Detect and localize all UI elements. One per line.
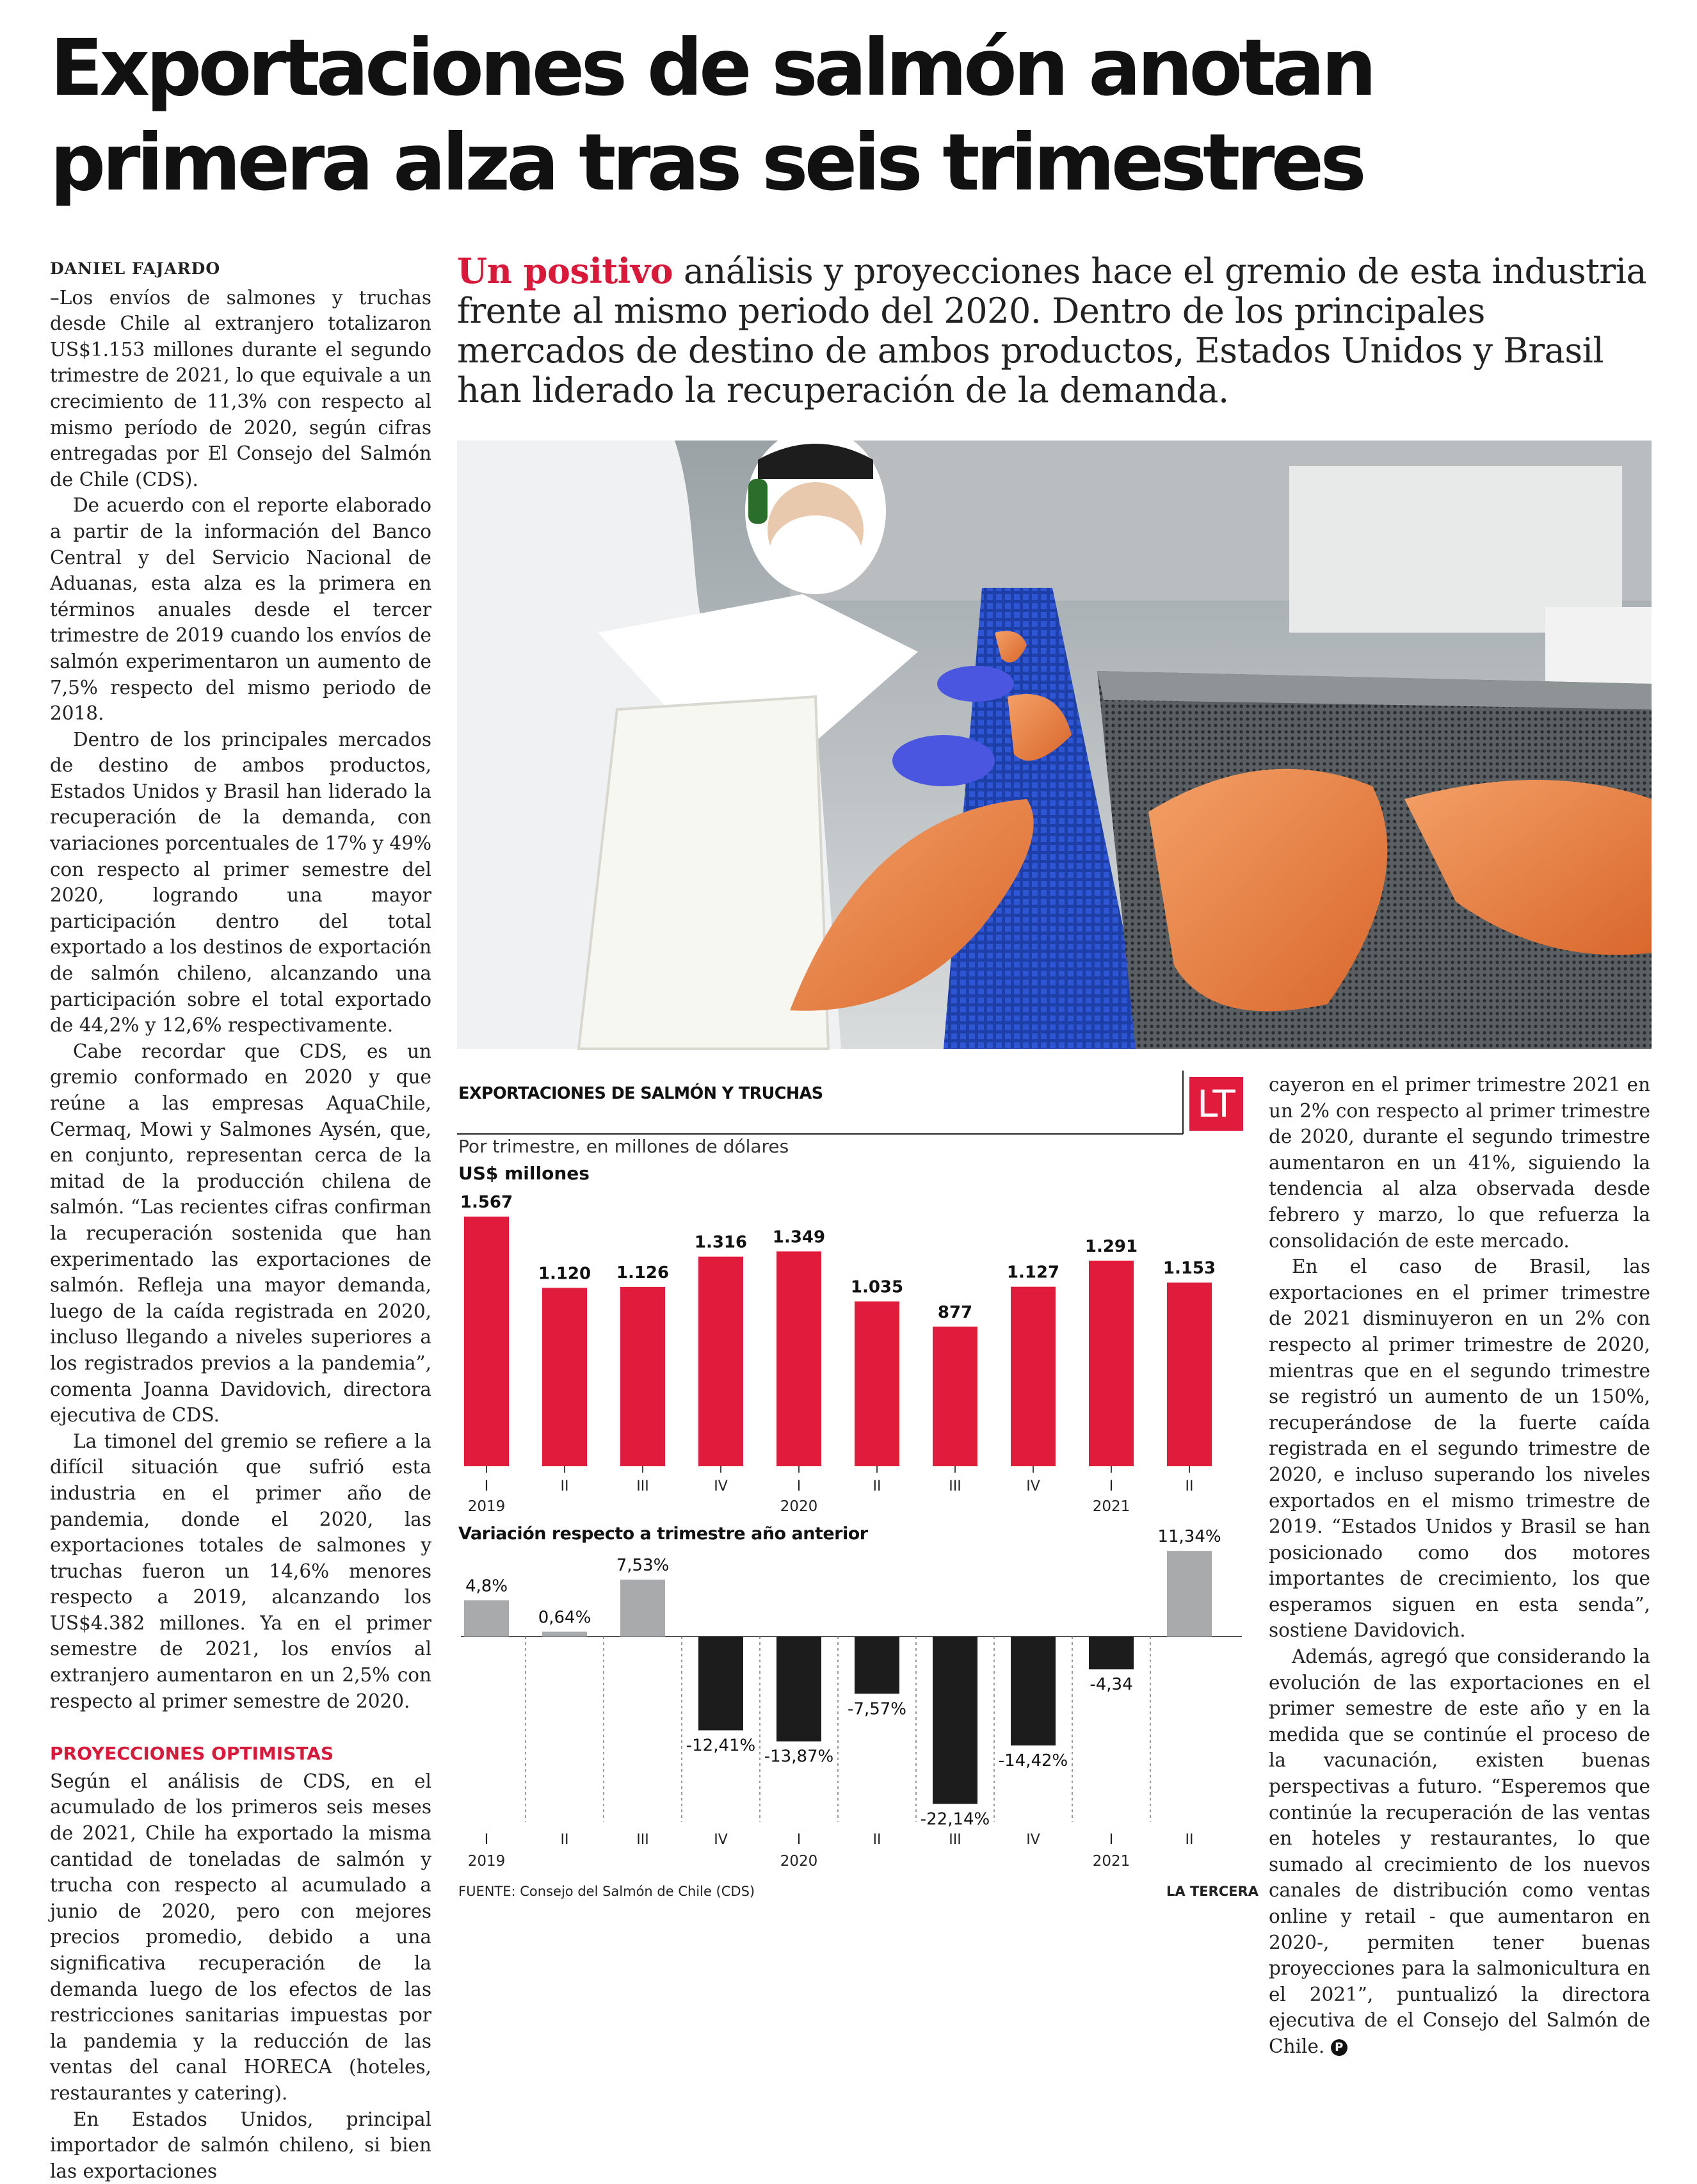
article-deck <box>457 251 1661 410</box>
bar <box>1089 1637 1134 1669</box>
chart-source: FUENTE: Consejo del Salmón de Chile (CDS) <box>458 1884 755 1899</box>
tick-label: IV <box>1026 1832 1040 1848</box>
tick-label: I <box>796 1478 801 1494</box>
data-label: 7,53% <box>616 1556 670 1576</box>
tick-label: III <box>636 1832 649 1848</box>
bar <box>776 1637 821 1742</box>
bar <box>542 1631 587 1637</box>
bar <box>464 1217 509 1466</box>
bar <box>698 1637 743 1730</box>
tick-label: II <box>560 1478 569 1494</box>
tick-label: II <box>1185 1478 1194 1494</box>
year-label: 2020 <box>780 1498 818 1515</box>
bar <box>933 1327 977 1466</box>
year-label: 2021 <box>1092 1498 1130 1515</box>
paragraph: Dentro de los principales mercados de destino de ambos productos, Estados Unidos y Brasil han liderado la recuperación de la demanda, con variaciones porcentuales de 17% y 49% con respecto al primer semestre del 2020, logrando una mayor participación dentro del total exportado a los destinos de exportación de salmón chileno, alcanzando una participación sobre el total exportado de 44,2% y 12,6% respectivamente. <box>50 728 431 1037</box>
byline: DANIEL FAJARDO <box>50 259 221 278</box>
data-label: 877 <box>937 1302 973 1322</box>
article-column-right <box>1269 1072 1650 2060</box>
data-label: 1.126 <box>616 1263 670 1282</box>
data-label: 1.291 <box>1084 1236 1138 1256</box>
bar <box>620 1580 665 1637</box>
data-label: 4,8% <box>465 1576 508 1596</box>
paragraph: La timonel del gremio se refiere a la difícil situación que sufrió esta industria en el primer año de pandemia, donde el 2020, las exportaciones totales de salmones y truchas fueron un 14,6% menores respecto a 2019, alcanzando los US$4.382 millones. Ya en el primer semestre de 2021, los envíos al extranjero aumentaron en un 2,5% con respecto al primer semestre de 2020. <box>50 1430 431 1712</box>
paragraph: De acuerdo con el reporte elaborado a partir de la información del Banco Central y del Servicio Nacional de Aduanas, esta alza es la primera en términos anuales desde el tercer trimestre de 2019 cuando los envíos de salmón experimentaron un aumento de 7,5% respecto del mismo periodo de 2018. <box>50 494 431 725</box>
tick-label: III <box>949 1478 961 1494</box>
tick-label: II <box>873 1478 881 1494</box>
chart-unit-label: US$ millones <box>458 1163 590 1184</box>
data-label: 1.120 <box>538 1264 591 1284</box>
bar <box>1089 1261 1134 1466</box>
tick-label: II <box>560 1832 569 1848</box>
headline-line-2: primera alza tras seis trimestres <box>50 117 1363 208</box>
tick-label: I <box>796 1832 801 1848</box>
data-label: 1.567 <box>460 1193 513 1213</box>
chart-title-rule <box>457 1133 1183 1135</box>
paragraph: En el caso de Brasil, las exportaciones en el primer trimestre de 2021 disminuyeron en un 2% con respecto al primer trimestre de 2020, mientras que en el segundo trimestre se registró un aumento de un 150%, recuperándose de la fuerte caída registrada en el segundo trimestre de 2020, e incluso superando los niveles exportados en el mismo trimestre de 2019. “Estados Unidos y Brasil se han posicionado como dos motores importantes de crecimiento, los que esperamos siguen en esta senda”, sostiene Davidovich. <box>1269 1256 1650 1642</box>
data-label: -13,87% <box>764 1747 834 1767</box>
end-of-article-mark: P <box>1331 2039 1347 2056</box>
tick-label: I <box>1109 1478 1114 1494</box>
bar <box>1011 1287 1056 1466</box>
year-label: 2021 <box>1092 1853 1130 1870</box>
tick-label: I <box>484 1832 489 1848</box>
paragraph-text: Además, agregó que considerando la evolución de las exportaciones en el primer semestre de este año y en la medida que se continúe el proceso de la vacunación, existen buenas perspectivas a futuro. “Esperemos que continúe la recuperación de las ventas en hoteles y restaurantes, lo que sumado al crecimiento de los nuevos canales de distribución como ventas online y retail - que aumentaron en 2020-, permiten tener buenas proyecciones para la salmonicultura en el 2021”, puntualizó la directora ejecutiva de el Consejo del Salmón de Chile. <box>1269 1646 1650 2057</box>
tick-label: I <box>484 1478 489 1494</box>
bar <box>855 1302 899 1466</box>
salmon-processing-photo <box>457 441 1652 1049</box>
data-label: -7,57% <box>848 1699 906 1719</box>
data-label: 1.316 <box>694 1233 748 1252</box>
tick-label: II <box>1185 1832 1194 1848</box>
year-label: 2020 <box>780 1853 818 1870</box>
variation-chart-title: Variación respecto a trimestre año anterior <box>458 1524 868 1544</box>
tick-label: I <box>1109 1832 1114 1848</box>
paragraph: En Estados Unidos, principal importador de salmón chileno, si bien las exportaciones <box>50 2108 431 2182</box>
data-label: 11,34% <box>1157 1527 1221 1547</box>
chart-title-rule-vertical <box>1182 1071 1184 1134</box>
data-label: -12,41% <box>686 1736 756 1756</box>
chart-title: EXPORTACIONES DE SALMÓN Y TRUCHAS <box>458 1084 823 1103</box>
data-label: 1.349 <box>772 1227 826 1247</box>
data-label: -4,34 <box>1090 1675 1133 1695</box>
bar <box>620 1287 665 1466</box>
data-label: 1.153 <box>1162 1259 1216 1279</box>
paragraph: cayeron en el primer trimestre 2021 en un 2% con respecto al primer trimestre de 2020, durante el segundo trimestre aumentaron en un 41%, siguiendo la tendencia al alza observada desde febrero y marzo, lo que refuerza la consolidación de este mercado. <box>1269 1074 1650 1252</box>
la-tercera-logo: LT <box>1189 1077 1243 1131</box>
deck-lead: Un positivo <box>457 250 673 291</box>
data-label: -14,42% <box>998 1751 1068 1771</box>
bar <box>542 1288 587 1466</box>
bar <box>933 1637 977 1804</box>
paragraph: –Los envíos de salmones y truchas desde Chile al extranjero totalizaron US$1.153 millones durante el segundo trimestre de 2021, lo que equivale a un crecimiento de 11,3% con respecto al mismo período de 2020, según cifras entregadas por El Consejo del Salmón de Chile (CDS). <box>50 286 431 490</box>
year-label: 2019 <box>467 1498 506 1515</box>
paragraph <box>1269 1644 1650 2060</box>
bar <box>698 1257 743 1466</box>
data-label: 0,64% <box>538 1608 591 1628</box>
year-label: 2019 <box>467 1853 506 1870</box>
paragraph: Según el análisis de CDS, en el acumulado de los primeros seis meses de 2021, Chile ha exportado la misma cantidad de toneladas de salmón y trucha con respecto al acumulado a junio de 2020, pero con mejores precios promedio, debido a una significativa recuperación de la demanda luego de los efectos de las restricciones sanitarias impuestas por la pandemia y la reducción de las ventas del canal HORECA (hoteles, restaurantes y catering). <box>50 1770 431 2104</box>
bar <box>464 1600 509 1637</box>
chart-subtitle: Por trimestre, en millones de dólares <box>458 1136 789 1157</box>
data-label: -22,14% <box>920 1809 990 1829</box>
tick-label: II <box>873 1832 881 1848</box>
exports-bar-chart <box>448 1191 1248 1515</box>
paragraph: Cabe recordar que CDS, es un gremio conformado en 2020 y que reúne a las empresas AquaChile, Cermaq, Mowi y Salmones Aysén, que, en conjunto, representan cerca de la mitad de la producción chilena de salmón. “Las recientes cifras confirman la recuperación sostenida que han experimentado las exportaciones de salmón. Refleja una mayor demanda, luego de la caída registrada en 2020, incluso llegando a niveles superiores a los registrados previos a la pandemia”, comenta Joanna Davidovich, directora ejecutiva de CDS. <box>50 1040 431 1427</box>
bar <box>1167 1282 1212 1466</box>
bar <box>1167 1551 1212 1637</box>
tick-label: IV <box>714 1832 728 1848</box>
article-column-left <box>50 256 431 2184</box>
section-subhead: PROYECCIONES OPTIMISTAS <box>50 1743 334 1765</box>
tick-label: III <box>636 1478 649 1494</box>
bar <box>776 1251 821 1466</box>
bar <box>1011 1637 1056 1745</box>
tick-label: IV <box>1026 1478 1040 1494</box>
data-label: 1.127 <box>1006 1263 1060 1282</box>
bar <box>855 1637 899 1694</box>
chart-credit: LA TERCERA <box>1166 1884 1259 1899</box>
data-label: 1.035 <box>850 1277 904 1297</box>
tick-label: IV <box>714 1478 728 1494</box>
photo-illustration <box>457 441 1652 1049</box>
headline <box>50 20 1663 210</box>
deck-text: análisis y proyecciones hace el gremio de esta industria frente al mismo periodo del 2020. Dentro de los principales mercados de destino de ambos productos, Estados Unidos y Brasil han liderado la recuperación de la demanda. <box>457 251 1647 410</box>
tick-label: III <box>949 1832 961 1848</box>
headline-line-1: Exportaciones de salmón anotan <box>50 22 1373 113</box>
